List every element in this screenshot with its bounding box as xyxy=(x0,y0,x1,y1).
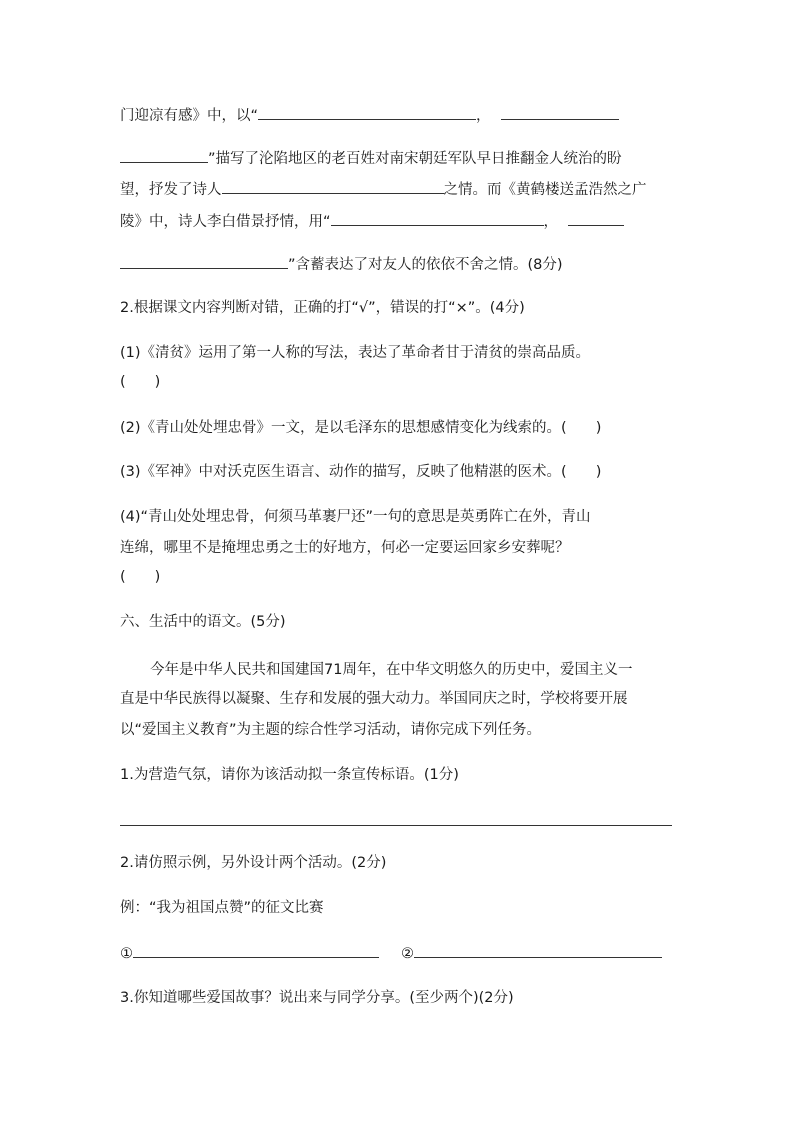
activity-answers xyxy=(120,942,662,964)
answer-blank[interactable] xyxy=(120,253,288,269)
q2-item-2: (2)《青山处处埋忠骨》一文，是以毛泽东的思想感情变化为线索的。( ) xyxy=(120,420,602,436)
q2-item-4-answer-bracket[interactable]: ( ) xyxy=(120,569,161,585)
section-6-q3: 3.你知道哪些爱国故事？说出来与同学分享。(至少两个)(2分) xyxy=(120,990,514,1006)
q1-line-4-prefix: 陵》中，诗人李白借景抒情，用“ xyxy=(120,214,331,230)
q1-line-1-prefix: 门迎凉有感》中，以“ xyxy=(120,108,259,124)
answer-blank[interactable] xyxy=(120,147,208,163)
q2-title: 2.根据课文内容判断对错，正确的打“√”，错误的打“×”。(4分) xyxy=(120,300,525,316)
circle-1-label: ① xyxy=(120,946,133,962)
q1-line-2 xyxy=(120,147,622,169)
answer-blank[interactable] xyxy=(331,210,544,226)
q2-item-1: (1)《清贫》运用了第一人称的写法，表达了革命者甘于清贫的崇高品质。 xyxy=(120,345,591,361)
slogan-answer-line[interactable] xyxy=(120,825,672,826)
section-6-intro-line-2: 直是中华民族得以凝聚、生存和发展的强大动力。举国同庆之时，学校将要开展 xyxy=(120,691,628,707)
answer-blank[interactable] xyxy=(222,178,444,194)
q2-item-4: (4)“青山处处埋忠骨，何须马革裹尸还”一句的意思是英勇阵亡在外，青山 xyxy=(120,509,591,525)
section-6-title: 六、生活中的语文。(5分) xyxy=(120,614,286,630)
q1-line-4 xyxy=(120,210,624,232)
q1-line-5 xyxy=(120,253,563,275)
section-6-intro-line-1: 今年是中华人民共和国建国71周年，在中华文明悠久的历史中，爱国主义一 xyxy=(150,662,633,678)
q1-line-4-comma: ， xyxy=(543,214,559,230)
section-6-q2: 2.请仿照示例，另外设计两个活动。(2分) xyxy=(120,855,387,871)
answer-blank[interactable] xyxy=(501,104,619,120)
answer-blank[interactable] xyxy=(258,104,476,120)
circle-2-label: ② xyxy=(401,946,414,962)
q1-line-5-suffix: ”含蓄表达了对友人的依依不舍之情。(8分) xyxy=(288,257,563,273)
section-6-intro-line-3: 以“爱国主义教育”为主题的综合性学习活动，请你完成下列任务。 xyxy=(120,722,542,738)
q1-line-3-prefix: 望，抒发了诗人 xyxy=(120,182,222,198)
q2-item-3: (3)《军神》中对沃克医生语言、动作的描写，反映了他精湛的医术。( ) xyxy=(120,464,602,480)
q1-line-1-comma: ， xyxy=(476,108,491,124)
section-6-q1: 1.为营造气氛，请你为该活动拟一条宣传标语。(1分) xyxy=(120,767,459,783)
q1-line-3-suffix: 之情。而《黄鹤楼送孟浩然之广 xyxy=(443,182,647,198)
answer-blank[interactable] xyxy=(568,210,624,226)
q1-line-3 xyxy=(120,178,647,200)
activity-1-answer-line[interactable] xyxy=(133,942,379,958)
q2-item-1-answer-bracket[interactable]: ( ) xyxy=(120,374,161,390)
activity-2-answer-line[interactable] xyxy=(414,942,662,958)
q1-line-1 xyxy=(120,104,619,126)
q2-item-4-line-2: 连绵，哪里不是掩埋忠勇之士的好地方，何必一定要运回家乡安葬呢？ xyxy=(120,540,570,556)
q1-line-2-suffix: ”描写了沦陷地区的老百姓对南宋朝廷军队早日推翻金人统治的盼 xyxy=(208,151,622,167)
section-6-example: 例：“我为祖国点赞”的征文比赛 xyxy=(120,900,324,916)
